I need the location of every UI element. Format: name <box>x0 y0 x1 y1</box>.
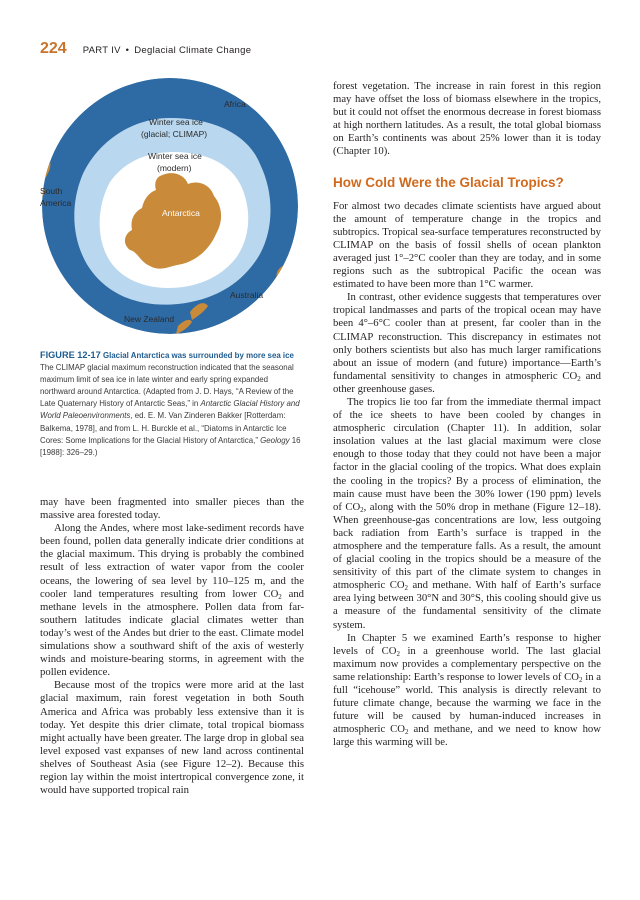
separator: • <box>125 45 130 56</box>
text-run: and other greenhouse gases. <box>333 369 601 395</box>
modern-ice-label-line1: Winter sea ice <box>148 151 202 161</box>
subscript: 2 <box>396 649 401 658</box>
running-head <box>83 45 252 56</box>
right-paragraph-4 <box>333 396 601 632</box>
text-run: In contrast, other evidence suggests that temperatures over tropical landmasses and parts of the tropical ocean may have been 4°–6°C cooler than at present, far cooler than in the CLIMAP reconstruction. This discrepancy in estimates not only bothers scientists but also has much larger ramifications about an issue of modern (and future) importance—Earth’s fundamental sensitivity to changes in atmospheric CO <box>333 291 601 382</box>
right-paragraph-3 <box>333 291 601 396</box>
right-paragraph-1: forest vegetation. The increase in rain forest in this region may have offset the loss of biomass elsewhere in the tropics, but it could not offset the enormous decrease in forest biomass at high northern latitudes. As a result, the total global biomass on Earth’s continents was about 25% lower than it is today (Chapter 10). <box>333 80 601 158</box>
caption-text-2: , ed. E. M. Van Zinderen Bakker [Rotterdam: Balkema, 1978], and from L. H. Burckle et al., “Diatoms in Antarctic Ice Cores: Some Implications for the Glacial History of Antarctica,” <box>40 411 287 445</box>
running-header <box>40 40 251 58</box>
australia-label: Australia <box>230 290 264 300</box>
text-run: and methane, and we need to know how large this warming will be. <box>333 723 601 749</box>
left-column <box>40 496 304 797</box>
figure-caption <box>40 349 302 459</box>
right-paragraph-2: For almost two decades climate scientists have argued about the amount of temperature change in the tropics and subtropics. Tropical sea-surface temperatures reconstructed by CLIMAP on the basis of fossil shells of ocean plankton averaged just 1°–2°C cooler than they are today, and in some regions such as the subtropical Pacific the ocean was estimated to have been more than 1°C warmer. <box>333 199 601 291</box>
subscript: 2 <box>404 584 409 593</box>
subscript: 2 <box>360 505 364 514</box>
caption-citation-1: Antarctic Glacial History and World Paleoenvironments <box>40 399 300 421</box>
left-paragraph-1: may have been fragmented into smaller pieces than the massive area forested today. <box>40 496 304 522</box>
text-run: Along the Andes, where most lake-sediment records have been found, pollen data generally indicate drier conditions at the glacial maximum. This drying is probably the combined result of less extraction of water vapor from the cooler oceans, the lowering of sea level by 110–125 m, and the cooler land temperatures resulting from lower CO <box>40 522 304 600</box>
map-svg <box>38 68 302 340</box>
chapter-title: Deglacial Climate Change <box>134 45 252 56</box>
left-paragraph-2 <box>40 522 304 679</box>
left-paragraph-3: Because most of the tropics were more arid at the last glacial maximum, rain forest vegetation in both South America and Africa was probably less extensive than it is today. Yet despite this drier climate, total tropical biomass might actually have been greater. The large drop in global sea level exposed vast expanses of new land across continental shelves of Southeast Asia (see Figure 12–2). Because this region lay within the moist intertropical convergence zone, it would have supported tropical rain <box>40 679 304 797</box>
right-paragraph-5 <box>333 632 601 750</box>
caption-text-1: The CLIMAP glacial maximum reconstruction indicated that the seasonal maximum limit of sea ice in late winter and early spring expanded northward around Antarctica. (Adapted from J. D. Hays, “A Review of the Late Quaternary History of Antarctic Seas,” in <box>40 363 294 409</box>
africa-label: Africa <box>224 99 246 109</box>
text-run: In Chapter 5 we examined Earth’s response to higher levels of CO <box>333 631 601 657</box>
text-run: and methane levels in the atmosphere. Pollen data from far-southern latitudes indicate glacial climates wetter than today’s west of the Andes but drier to the east. Climate model simulations show a southward shift of the axis of westerly winds and moisture-bearing storms, in agreement with the pollen evidence. <box>40 587 305 679</box>
figure-lead: Glacial Antarctica was surrounded by more sea ice <box>102 351 294 360</box>
antarctica-label: Antarctica <box>162 208 200 218</box>
modern-ice-label-line2: (modern) <box>157 163 192 173</box>
page-number: 224 <box>40 40 67 57</box>
text-run: and methane. With half of Earth’s surface area lying between 30°N and 30°S, this cooling should give us a measure of the fundamental sensitivity of the climate system. <box>333 579 601 631</box>
antarctica-sea-ice-map <box>38 68 302 340</box>
part-label: PART IV <box>82 45 121 56</box>
text-run: The tropics lie too far from the immediate thermal impact of the ice sheets to have been cooled by changes in atmospheric circulation (Chapter 11). In addition, solar insolation values at the last glacial maximum were close enough to those today that they could not have been a major factor in the glacial cooling of the tropics. What does explain the cooling in the tropics? By a process of elimination, the main cause must have been the 30% lower (190 ppm) levels of CO <box>333 395 601 513</box>
south-america-label-line2: America <box>40 198 72 208</box>
figure-number: FIGURE 12-17 <box>40 350 101 360</box>
right-column <box>333 80 601 750</box>
subscript: 2 <box>577 374 581 383</box>
glacial-ice-label-line1: Winter sea ice <box>149 117 203 127</box>
subscript: 2 <box>278 592 282 601</box>
text-run: , along with the 50% drop in methane (Figure 12–18). When greenhouse-gas concentrations are low, less outgoing back radiation from Earth’s surface is trapped in the atmosphere and the temperature falls. As a result, the amount of glacial cooling in the tropics should be a measure of the sensitivity of this part of the climate system to changes in atmospheric CO <box>333 500 601 592</box>
caption-citation-2: Geology <box>260 435 290 445</box>
australia-landmass <box>276 263 302 300</box>
south-america-label-line1: South <box>40 186 63 196</box>
text-run: in a full “icehouse” world. This analysis is directly relevant to future climate change, because the warming we face in the future will be caused by human-induced increases in atmospheric CO <box>333 670 602 736</box>
subscript: 2 <box>405 728 409 737</box>
caption-text-3: 16 [1988]: 326–29.) <box>40 435 301 457</box>
glacial-ice-label-line2: (glacial; CLIMAP) <box>141 129 208 139</box>
new-zealand-label: New Zealand <box>124 314 175 324</box>
section-heading: How Cold Were the Glacial Tropics? <box>333 174 564 190</box>
text-run: in a greenhouse world. The last glacial maximum now provides a complementary perspective on the same relationship: Earth’s response to lower levels of CO <box>333 644 602 683</box>
subscript: 2 <box>579 675 583 684</box>
